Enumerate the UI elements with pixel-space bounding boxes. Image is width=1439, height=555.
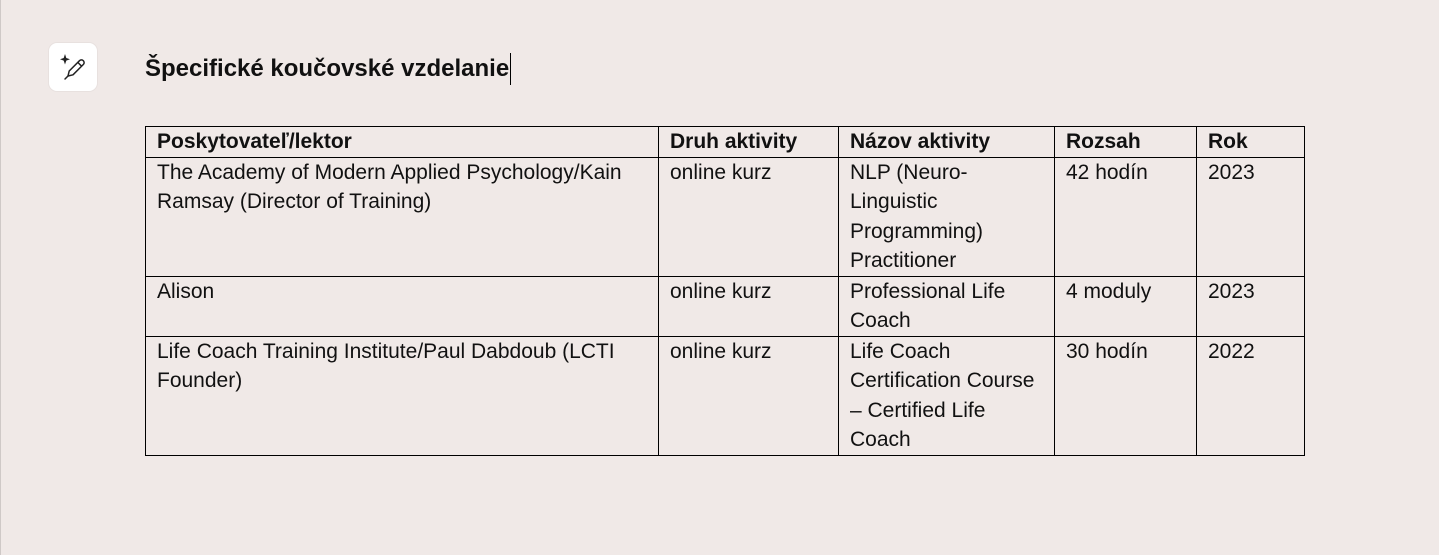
cell-year[interactable]: 2022 (1197, 336, 1305, 455)
cell-activity-type[interactable]: online kurz (659, 276, 839, 336)
cell-scope[interactable]: 4 moduly (1055, 276, 1197, 336)
cell-provider[interactable]: Life Coach Training Institute/Paul Dabdoub (LCTI Founder) (146, 336, 659, 455)
cell-activity-name[interactable]: Life Coach Certification Course – Certified Life Coach (839, 336, 1055, 455)
header-activity-type[interactable]: Druh aktivity (659, 127, 839, 158)
table-row (146, 276, 1305, 336)
header-activity-name[interactable]: Názov aktivity (839, 127, 1055, 158)
cell-activity-name[interactable]: NLP (Neuro-Linguistic Programming) Practitioner (839, 157, 1055, 276)
header-year[interactable]: Rok (1197, 127, 1305, 158)
cell-scope[interactable]: 42 hodín (1055, 157, 1197, 276)
header-provider[interactable]: Poskytovateľ/lektor (146, 127, 659, 158)
cell-activity-type[interactable]: online kurz (659, 336, 839, 455)
cell-scope[interactable]: 30 hodín (1055, 336, 1197, 455)
copilot-button[interactable] (49, 43, 97, 91)
cell-year[interactable]: 2023 (1197, 157, 1305, 276)
section-heading-text: Špecifické koučovské vzdelanie (145, 55, 510, 82)
cell-year[interactable]: 2023 (1197, 276, 1305, 336)
table-header-row (146, 127, 1305, 158)
table-row (146, 157, 1305, 276)
cell-activity-name[interactable]: Professional Life Coach (839, 276, 1055, 336)
text-cursor (510, 53, 511, 85)
cell-provider[interactable]: Alison (146, 276, 659, 336)
cell-provider[interactable]: The Academy of Modern Applied Psychology/Kain Ramsay (Director of Training) (146, 157, 659, 276)
table-row (146, 336, 1305, 455)
education-table[interactable] (145, 126, 1305, 456)
pen-sparkle-icon (58, 52, 88, 82)
header-scope[interactable]: Rozsah (1055, 127, 1197, 158)
section-heading[interactable] (145, 53, 511, 85)
cell-activity-type[interactable]: online kurz (659, 157, 839, 276)
